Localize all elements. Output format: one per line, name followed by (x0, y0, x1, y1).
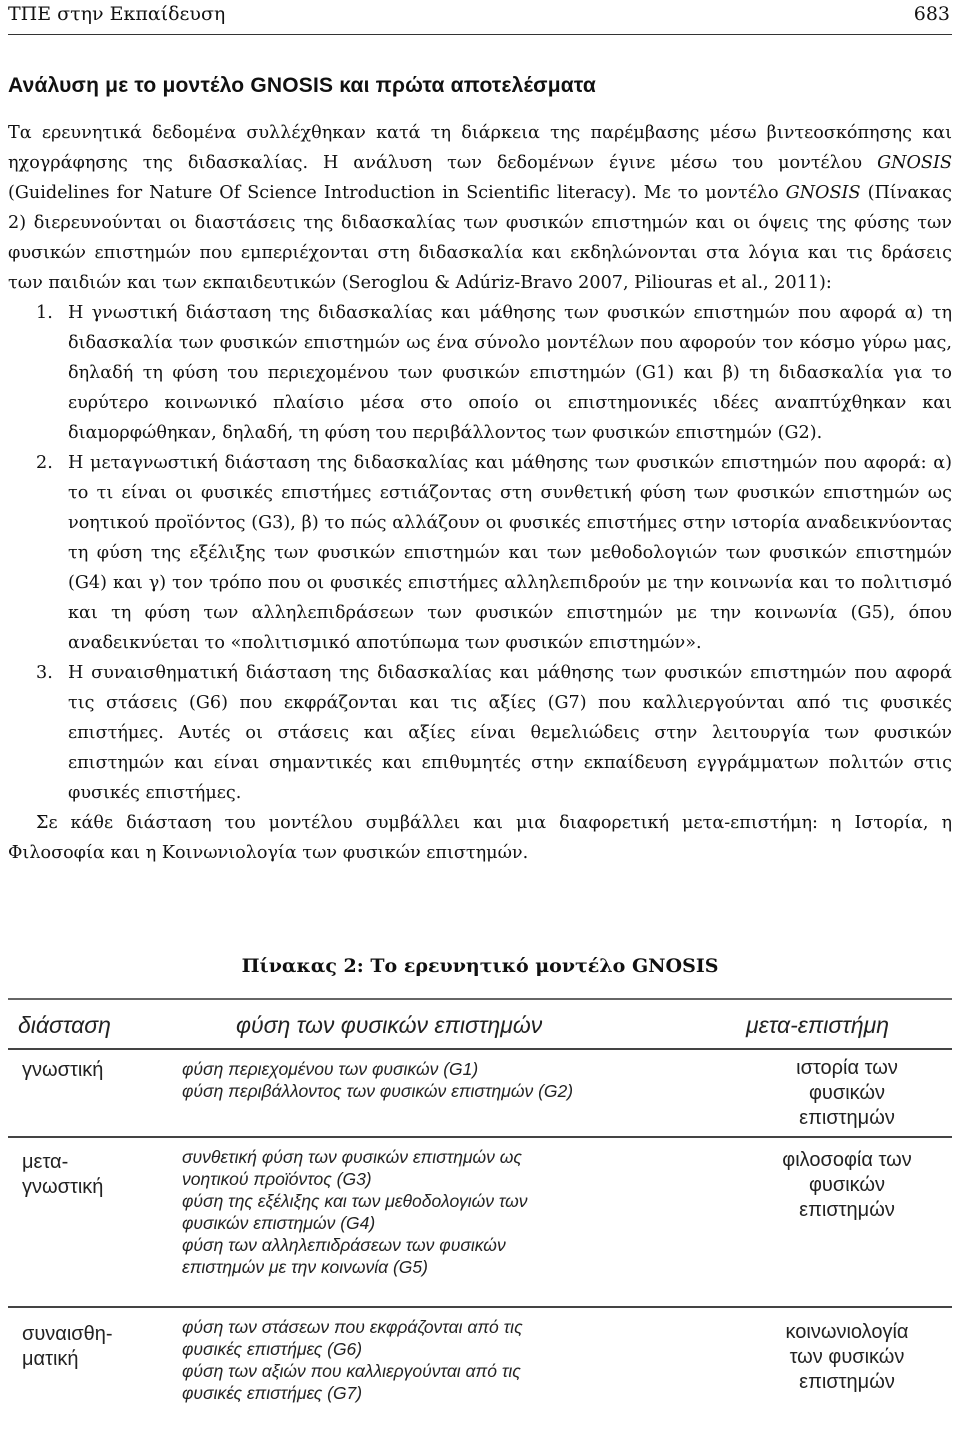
row1-nature-line: φύση περιεχομένου των φυσικών (G1) (182, 1059, 479, 1079)
list-number: 3. (36, 663, 53, 683)
row2-nature (182, 1146, 528, 1278)
body-text (8, 118, 952, 868)
row2-meta-line: φιλοσοφία των (782, 1149, 912, 1171)
row2-meta-line: επιστημών (799, 1199, 895, 1221)
row3-meta-line: επιστημών (799, 1371, 895, 1393)
row1-nature-line: φύση περιβάλλοντος των φυσικών επιστημών (G2) (182, 1081, 574, 1101)
row3-dimension-line: ματική (22, 1348, 79, 1370)
row1-dimension-line: γνωστική (22, 1059, 104, 1081)
para1-text-c: (Guidelines for Nature Of Science Introduction in Scientific literacy). Με το μοντέλο (8, 183, 786, 203)
row3-nature-line: φύση των αξιών που καλλιεργούνται από τις (182, 1361, 521, 1381)
row3-meta (752, 1320, 942, 1395)
row2-nature-line: φύση των αλληλεπιδράσεων των φυσικών (182, 1235, 506, 1255)
list-text: Η γνωστική διάσταση της διδασκαλίας και μάθησης των φυσικών επιστημών που αφορά α) τη διδασκαλία των φυσικών επιστημών ως ένα σύνολο μοντέλων που αφορούν τον κόσμο γύρω μας, δηλαδή τη φύση του περιεχομένου των φυσικών επιστημών (G1) και β) τη διδασκαλία για το ευρύτερο κοινωνικό πλαίσιο μέσα στο οποίο οι επιστημονικές ιδέες αναπτύχθηκαν και διαμορφώθηκαν, δηλαδή, τη φύση του περιβάλλοντος των φυσικών επιστημών (G2). (68, 303, 952, 443)
table-top-rule (8, 998, 952, 1000)
row3-nature-line: φύση των στάσεων που εκφράζονται από τις (182, 1317, 523, 1337)
row2-nature-line: επιστημών με την κοινωνία (G5) (182, 1257, 428, 1277)
paragraph-2: Σε κάθε διάσταση του μοντέλου συμβάλλει και μια διαφορετική μετα-επιστήμη: η Ιστορία, η Φιλοσοφία και η Κοινωνιολογία των φυσικών επιστημών. (8, 813, 952, 863)
row-rule (8, 1136, 952, 1138)
page-number: 683 (913, 3, 950, 25)
list-item (8, 298, 952, 448)
row3-meta-line: των φυσικών (789, 1346, 905, 1368)
para1-gnosis-2: GNOSIS (785, 183, 861, 203)
header-dimension: διάσταση (18, 1012, 111, 1038)
row1-meta (752, 1056, 942, 1131)
row2-dimension-line: γνωστική (22, 1176, 104, 1198)
header-nature: φύση των φυσικών επιστημών (236, 1012, 543, 1038)
row2-meta-line: φυσικών (808, 1174, 886, 1196)
list-text: Η μεταγνωστική διάσταση της διδασκαλίας και μάθησης των φυσικών επιστημών που αφορά: α) το τι είναι οι φυσικές επιστήμες εστιάζοντας στη συνθετική φύση των φυσικών επιστημών ως νοητικού προϊόντος (G3), β) το πώς αλλάζουν οι φυσικές επιστήμες στην ιστορία αναδεικνύοντας τη φύση της εξέλιξης των φυσικών επιστημών και των μεθοδολογιών των φυσικών επιστημών (G4) και γ) τον τρόπο που οι φυσικές επιστήμες αλληλεπιδρούν με την κοινωνία και το πολιτισμό και τη φύση των αλληλεπιδράσεων των φυσικών επιστημών με την κοινωνία (G5), όπου αναδεικνύεται το «πολιτισμικό αποτύπωμα των φυσικών επιστημών». (68, 453, 952, 653)
section-title: Ανάλυση με το μοντέλο GNOSIS και πρώτα αποτελέσματα (8, 74, 596, 97)
row2-nature-line: νοητικού προϊόντος (G3) (182, 1169, 372, 1189)
running-head: ΤΠΕ στην Εκπαίδευση (8, 3, 226, 25)
row2-nature-line: φύση της εξέλιξης και των μεθοδολογιών των (182, 1191, 528, 1211)
row2-nature-line: συνθετική φύση των φυσικών επιστημών ως (182, 1147, 522, 1167)
para1-text-a: Τα ερευνητικά δεδομένα συλλέχθηκαν κατά τη διάρκεια της παρέμβασης μέσω βιντεοσκόπησης και ηχογράφησης της διδασκαλίας. Η ανάλυση των δεδομένων έγινε μέσω του μοντέλου (8, 123, 952, 173)
row-rule (8, 1306, 952, 1308)
header-meta-science: μετα-επιστήμη (746, 1012, 889, 1038)
row3-nature-line: φυσικές επιστήμες (G6) (182, 1339, 363, 1359)
para1-text-e: (Πίνακας 2) διερευνούνται οι διαστάσεις της διδασκαλίας των φυσικών επιστημών και οι όψεις της φύσης των φυσικών επιστημών που εμπεριέχονται στη διδασκαλία και εκδηλώνονται στα λόγια και τις δράσεις των παιδιών και των εκπαιδευτικών (Seroglou & Adúriz-Bravo 2007, Piliouras et al., 2011): (8, 183, 952, 293)
paragraph-1 (8, 118, 952, 298)
row1-dimension (22, 1058, 103, 1083)
row2-dimension-line: μετα- (22, 1151, 69, 1173)
row3-nature-line: φυσικές επιστήμες (G7) (182, 1383, 363, 1403)
row1-meta-line: φυσικών (808, 1082, 886, 1104)
list-number: 2. (36, 453, 53, 473)
page-header (8, 0, 952, 35)
row3-dimension-line: συναισθη- (22, 1323, 113, 1345)
para1-gnosis-1: GNOSIS (877, 153, 952, 173)
header-rule (8, 1048, 952, 1050)
row1-nature (182, 1058, 573, 1102)
row3-dimension (22, 1322, 113, 1372)
table-caption: Πίνακας 2: Το ερευνητικό μοντέλο GNOSIS (241, 955, 719, 977)
list-item (8, 448, 952, 658)
list-number: 1. (36, 303, 53, 323)
row2-nature-line: φυσικών επιστημών (G4) (182, 1213, 376, 1233)
row1-meta-line: επιστημών (799, 1107, 895, 1129)
list-text: Η συναισθηματική διάσταση της διδασκαλίας και μάθησης των φυσικών επιστημών που αφορά τις στάσεις (G6) που εκφράζονται και τις αξίες (G7) που καλλιεργούνται από τις φυσικές επιστήμες. Αυτές οι στάσεις και αξίες είναι θεμελιώδεις στην λειτουργία των φυσικών επιστημών και είναι σημαντικές και επιθυμητές στην εκπαίδευση εγγράμματων πολιτών στις φυσικές επιστήμες. (68, 663, 952, 803)
row1-meta-line: ιστορία των (796, 1057, 898, 1079)
list-item (8, 658, 952, 808)
gnosis-table-figure (8, 998, 952, 1438)
row3-meta-line: κοινωνιολογία (785, 1321, 909, 1343)
row2-dimension (22, 1150, 103, 1200)
row3-nature (182, 1316, 523, 1404)
dimension-list (8, 298, 952, 808)
row2-meta (752, 1148, 942, 1223)
